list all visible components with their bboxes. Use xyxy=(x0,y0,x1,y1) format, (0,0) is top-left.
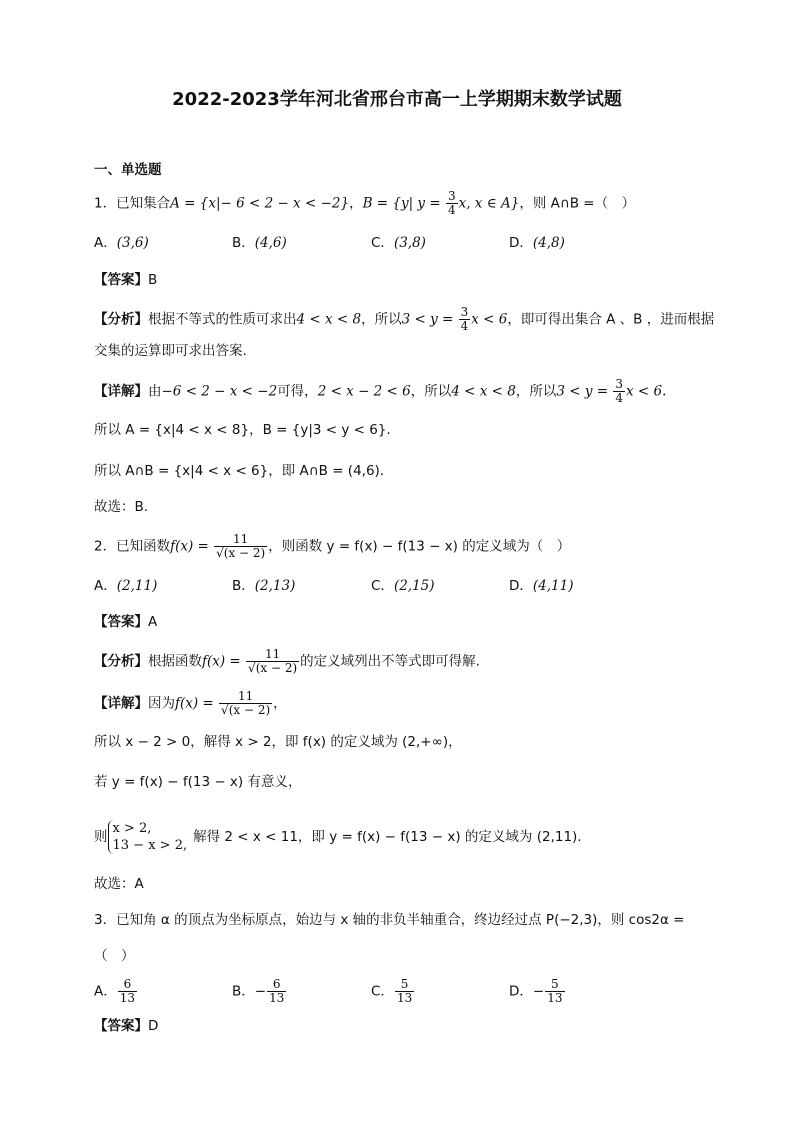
q2-analysis-fraction: $\frac{11}{√(x - 2)}$ xyxy=(248,647,298,675)
q2-stem: 2．已知函数f(x) = $\frac{11}{√(x - 2)}$ ，则函数 y = f(x) − f(13 − x) 的定义域为（ ） xyxy=(94,532,571,560)
q1-detail-fraction: $\frac{3}{4}$ xyxy=(615,377,624,405)
q1-sets-line: 所以 A = {x|4 < x < 8}，B = {y|3 < y < 6}. xyxy=(94,422,391,438)
q2-option-b: B．(2,13) xyxy=(232,578,296,594)
q1-intersection-line: 所以 A∩B = {x|4 < x < 6}，即 A∩B = (4,6). xyxy=(94,463,385,479)
q1-analysis-line2: 交集的运算即可求出答案. xyxy=(94,343,247,359)
q3-option-c: C． $\frac{5}{13}$ xyxy=(371,977,413,1005)
q3-answer: 【答案】D xyxy=(94,1018,159,1034)
q2-detail-line1: 所以 x − 2 > 0，解得 x > 2，即 f(x) 的定义域为 (2,+∞)， xyxy=(94,734,462,750)
q2-analysis: 【分析】根据函数f(x) = $\frac{11}{√(x - 2)}$ 的定义域列出不等式即可得解. xyxy=(94,647,480,675)
q1-option-d: D．(4,8) xyxy=(509,235,565,251)
q3-option-b: B．− $\frac{6}{13}$ xyxy=(232,977,285,1005)
q1-option-c: C．(3,8) xyxy=(371,235,426,251)
q3-stem: 3．已知角 α 的顶点为坐标原点，始边与 x 轴的非负半轴重合，终边经过点 P(−2,3)，则 cos2α = xyxy=(94,912,685,928)
q2-detail: 【详解】因为f(x) = $\frac{11}{√(x - 2)}$ ， xyxy=(94,689,287,717)
q2-choice: 故选：A xyxy=(94,876,144,892)
q1-set-b-post: x, x ∈ A} xyxy=(458,195,520,212)
q1-option-a: A．(3,6) xyxy=(94,235,149,251)
q2-option-d: D．(4,11) xyxy=(509,578,574,594)
q2-system-brace: x > 2, 13 − x > 2, xyxy=(108,820,188,854)
q1-comma: ， xyxy=(349,195,363,212)
q1-option-b: B．(4,6) xyxy=(232,235,287,251)
q1-detail: 【详解】由−6 < 2 − x < −2可得，2 < x − 2 < 6，所以4 < x < 8，所以3 < y = $\frac{3}{4}$ x < 6. xyxy=(94,377,667,405)
section-heading: 一、单选题 xyxy=(94,162,162,178)
q1-set-b-pre: B = {y| y = xyxy=(362,195,445,212)
q1-analysis: 【分析】根据不等式的性质可求出4 < x < 8，所以3 < y = $\frac{3}{4}$ x < 6，即可得出集合 A 、B ，进而根据 xyxy=(94,305,715,333)
page-title: 2022-2023学年河北省邢台市高一上学期期末数学试题 xyxy=(172,89,622,110)
q1-fraction: $\frac{3}{4}$ xyxy=(447,189,456,217)
q1-answer: 【答案】B xyxy=(94,272,158,288)
q2-detail-fraction: $\frac{11}{√(x - 2)}$ xyxy=(221,689,271,717)
q1-set-a: A = {x|− 6 < 2 − x < −2} xyxy=(170,195,350,212)
q3-option-a: A． $\frac{6}{13}$ xyxy=(94,977,136,1005)
q1-stem-post: ，则 A∩B =（ ） xyxy=(519,195,636,212)
q1-stem xyxy=(94,190,635,217)
q2-fraction: $\frac{11}{√(x - 2)}$ xyxy=(216,532,266,560)
q2-detail-line3: 则 x > 2, 13 − x > 2, 解得 2 < x < 11，即 y = f(x) − f(13 − x) 的定义域为 (2,11). xyxy=(94,821,582,853)
q2-detail-line2: 若 y = f(x) − f(13 − x) 有意义， xyxy=(94,774,302,790)
q1-analysis-fraction: $\frac{3}{4}$ xyxy=(460,305,469,333)
q3-paren: （ ） xyxy=(94,948,135,964)
q1-choice: 故选：B. xyxy=(94,499,149,515)
q2-option-a: A．(2,11) xyxy=(94,578,158,594)
q1-stem-pre: 1．已知集合 xyxy=(94,195,171,212)
q2-answer: 【答案】A xyxy=(94,614,158,630)
q2-option-c: C．(2,15) xyxy=(371,578,435,594)
q3-option-d: D．− $\frac{5}{13}$ xyxy=(509,977,563,1005)
